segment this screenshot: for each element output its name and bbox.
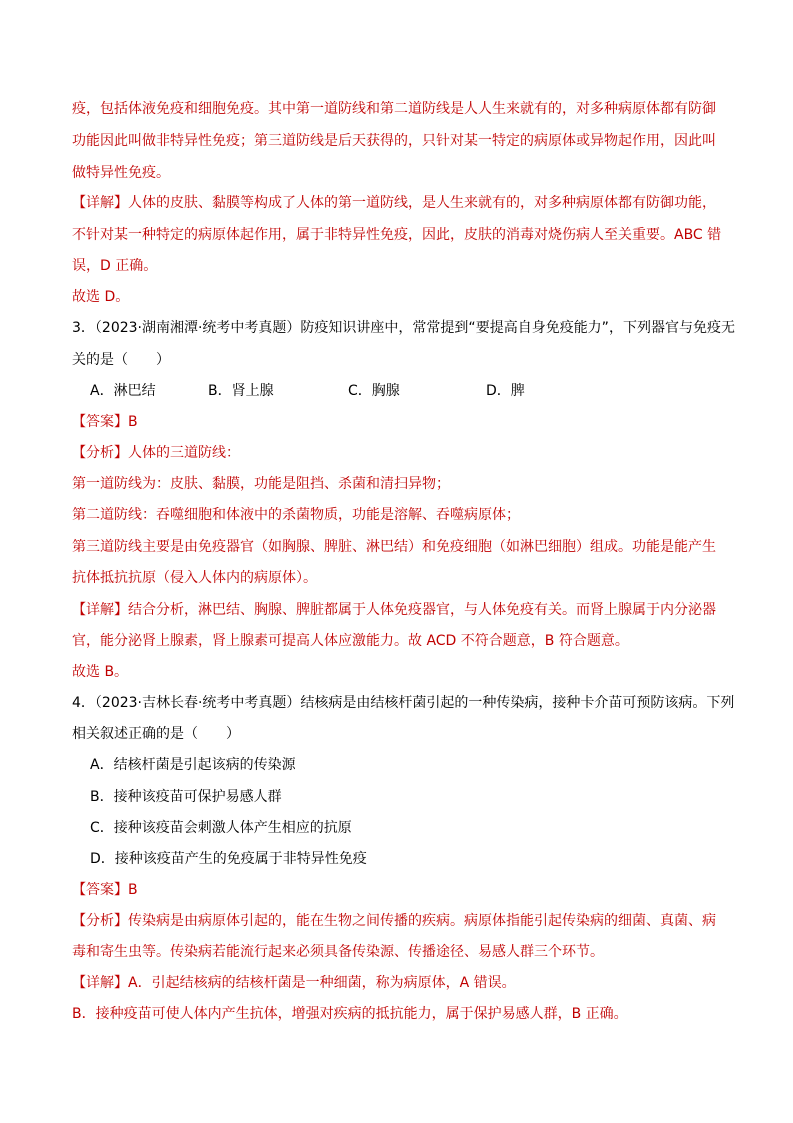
- question-3-stem-cont: [72, 350, 170, 370]
- line-text: 3．（2023·湖南湘潭·统考中考真题）防疫知识讲座中，常常提到“要提高自身免疫能力”，下列器官与免疫无: [72, 320, 735, 336]
- conclusion-line: [72, 662, 128, 682]
- answer-line: [72, 880, 138, 900]
- line-text: 第二道防线：吞噬细胞和体液中的杀菌物质，功能是溶解、吞噬病原体；: [72, 507, 520, 523]
- line-text: 关的是（ ）: [72, 352, 170, 368]
- conclusion-line: [72, 287, 129, 307]
- line-text: A．引起结核病的结核杆菌是一种细菌，称为病原体，A 错误。: [128, 975, 516, 991]
- text-line: [72, 99, 716, 119]
- analysis-line: [72, 443, 240, 463]
- text-line: [72, 568, 317, 588]
- line-text: B．接种疫苗可使人体内产生抗体，增强对疾病的抵抗能力，属于保护易感人群，B 正确。: [72, 1006, 628, 1022]
- analysis-line: [72, 911, 716, 931]
- line-text: 【答案】B: [72, 882, 138, 898]
- question-4-stem-cont: [72, 724, 240, 744]
- q3-option-d: D．脾: [486, 383, 525, 399]
- detail-tag: 【详解】: [72, 602, 128, 618]
- analysis-tag: 【分析】: [72, 445, 128, 461]
- line-text: 4．（2023·吉林长春·统考中考真题）结核病是由结核杆菌引起的一种传染病，接种卡介苗可预防该病。下列: [72, 695, 735, 711]
- line-text: 【答案】B: [72, 414, 138, 430]
- detail-tag: 【详解】: [72, 975, 128, 991]
- line-text: 功能因此叫做非特异性免疫；第三道防线是后天获得的，只针对某一特定的病原体或异物起作用，因此叫: [72, 133, 716, 149]
- text-line: [72, 256, 157, 276]
- line-text: 相关叙述正确的是（ ）: [72, 726, 240, 742]
- text-line: [72, 505, 520, 525]
- line-text: 第三道防线主要是由免疫器官（如胸腺、脾脏、淋巴结）和免疫细胞（如淋巴细胞）组成。功能是能产生: [72, 539, 716, 555]
- line-text: 毒和寄生虫等。传染病若能流行起来必须具备传染源、传播途径、易感人群三个环节。: [72, 944, 604, 960]
- line-text: 疫，包括体液免疫和细胞免疫。其中第一道防线和第二道防线是人人生来就有的，对多种病原体都有防御: [72, 101, 716, 117]
- line-text: 误，D 正确。: [72, 258, 158, 274]
- q4-option-a: A．结核杆菌是引起该病的传染源: [90, 757, 296, 773]
- q4-option-d: D．接种该疫苗产生的免疫属于非特异性免疫: [90, 851, 367, 867]
- detail-line: [72, 600, 716, 620]
- text-line: [72, 1004, 628, 1024]
- line-text: 人体的皮肤、黏膜等构成了人体的第一道防线，是人生来就有的，对多种病原体都有防御功能，: [128, 195, 716, 211]
- q3-option-b: B．肾上腺: [208, 383, 274, 399]
- text-line: [72, 225, 721, 245]
- line-text: 故选 D。: [72, 289, 130, 305]
- text-line: [72, 131, 716, 151]
- analysis-tag: 【分析】: [72, 913, 128, 929]
- q4-option-c: C．接种该疫苗会刺激人体产生相应的抗原: [90, 820, 352, 836]
- answer-line: [72, 412, 138, 432]
- q3-option-a: A．淋巴结: [90, 383, 156, 399]
- detail-tag: 【详解】: [72, 195, 128, 211]
- line-text: 做特异性免疫。: [72, 165, 170, 181]
- text-line: [72, 631, 629, 651]
- question-3-stem: [72, 318, 735, 338]
- detail-line: [72, 973, 516, 993]
- line-text: 人体的三道防线：: [128, 445, 240, 461]
- text-line: [72, 474, 450, 494]
- line-text: 不针对某一种特定的病原体起作用，属于非特异性免疫，因此，皮肤的消毒对烧伤病人至关重要。ABC 错: [72, 227, 722, 243]
- question-4-stem: [72, 693, 734, 713]
- line-text: 故选 B。: [72, 664, 129, 680]
- detail-line: [72, 193, 716, 213]
- line-text: 抗体抵抗抗原（侵入人体内的病原体）。: [72, 570, 317, 586]
- line-text: 结合分析，淋巴结、胸腺、脾脏都属于人体免疫器官，与人体免疫有关。而肾上腺属于内分泌器: [128, 602, 716, 618]
- q3-option-c: C．胸腺: [348, 383, 400, 399]
- text-line: [72, 163, 170, 183]
- line-text: 官，能分泌肾上腺素，肾上腺素可提高人体应激能力。故 ACD 不符合题意，B 符合题意。: [72, 633, 629, 649]
- text-line: [72, 942, 604, 962]
- line-text: 传染病是由病原体引起的，能在生物之间传播的疾病。病原体指能引起传染病的细菌、真菌、病: [128, 913, 716, 929]
- q4-option-b: B．接种该疫苗可保护易感人群: [90, 789, 282, 805]
- line-text: 第一道防线为：皮肤、黏膜，功能是阻挡、杀菌和清扫异物；: [72, 476, 450, 492]
- text-line: [72, 537, 716, 557]
